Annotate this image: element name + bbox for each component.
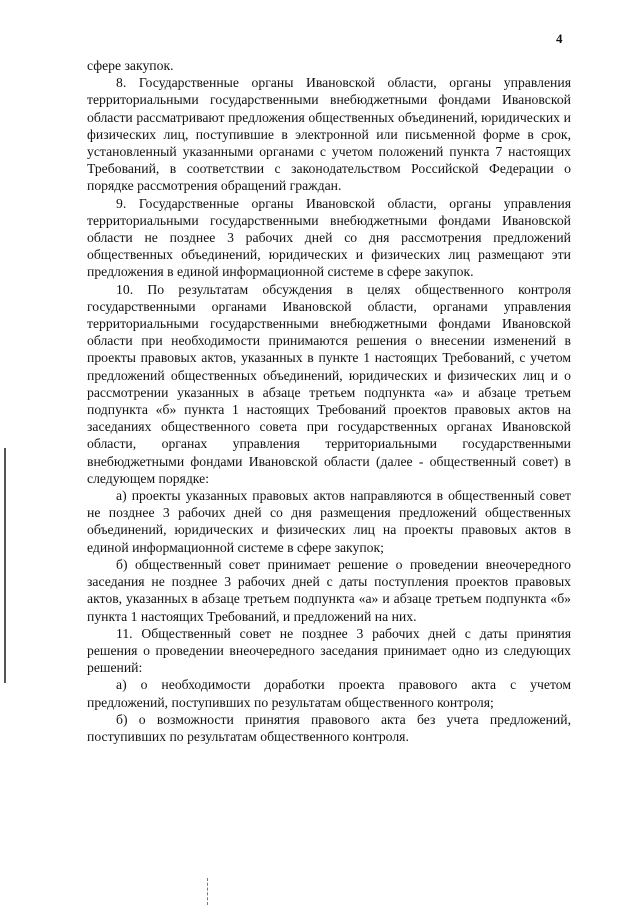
scan-bottom-mark — [207, 878, 209, 905]
paragraph-item-11: 11. Общественный совет не позднее 3 рабочих дней с даты принятия решения о проведении внеочередного заседания принимает одно из следующих решений: — [87, 625, 571, 676]
paragraph-item-8: 8. Государственные органы Ивановской области, органы управления территориальными государственными внебюджетными фондами Ивановской области рассматривают предложения общественных объединений, юридических и физических лиц, поступившие в электронной или письменной форме в срок, установленный указанными органами с учетом положений пункта 7 настоящих Требований, в соответствии с законодательством Российской Федерации о порядке рассмотрения обращений граждан. — [87, 75, 571, 194]
paragraph-subitem-11a: а) о необходимости доработки проекта правового акта с учетом предложений, поступивших по результатам общественного контроля; — [87, 677, 571, 710]
paragraph-subitem-10b: б) общественный совет принимает решение о проведении внеочередного заседания не позднее 3 рабочих дней с даты поступления проектов правовых актов, указанных в абзаце третьем подпункта «а» и абзаце третьем подпункта «б» пункта 1 настоящих Требований, и предложений на них. — [87, 556, 571, 624]
paragraph-subitem-10a: а) проекты указанных правовых актов направляются в общественный совет не позднее 3 рабочих дней со дня размещения предложений общественных объединений, юридических и физических лиц на проекты правовых актов в единой информационной системе в сфере закупок; — [87, 488, 571, 555]
paragraph-subitem-11b: б) о возможности принятия правового акта без учета предложений, поступивших по результатам общественного контроля. — [87, 711, 571, 744]
paragraph-continuation: сфере закупок. — [87, 58, 174, 73]
paragraph-item-10: 10. По результатам обсуждения в целях общественного контроля государственными органами Ивановской области, органами управления территориальными государственными внебюджетными фондами Ивановской области при необходимости принимаются решения о внесении изменений в проекты правовых актов, указанных в пункте 1 настоящих Требований, с учетом предложений общественных объединений, юридических и физических лиц и о рассмотрении указанных в абзаце третьем подпункта «а» и абзаце третьем подпункта «б» пункта 1 настоящих Требований проектов правовых актов на заседаниях общественного совета при государственных органах Ивановской области, органах управления территориальными государственными внебюджетными фондами Ивановской области (далее - общественный совет) в следующем порядке: — [87, 281, 571, 486]
document-body — [87, 57, 571, 745]
paragraph-item-9: 9. Государственные органы Ивановской области, органы управления территориальными государственными внебюджетными фондами Ивановской области не позднее 3 рабочих дней со дня рассмотрения предложений общественных объединений, юридических и физических лиц размещают эти предложения в единой информационной системе в сфере закупок. — [87, 195, 571, 280]
page-number: 4 — [556, 31, 563, 46]
scan-margin-line — [4, 448, 6, 683]
